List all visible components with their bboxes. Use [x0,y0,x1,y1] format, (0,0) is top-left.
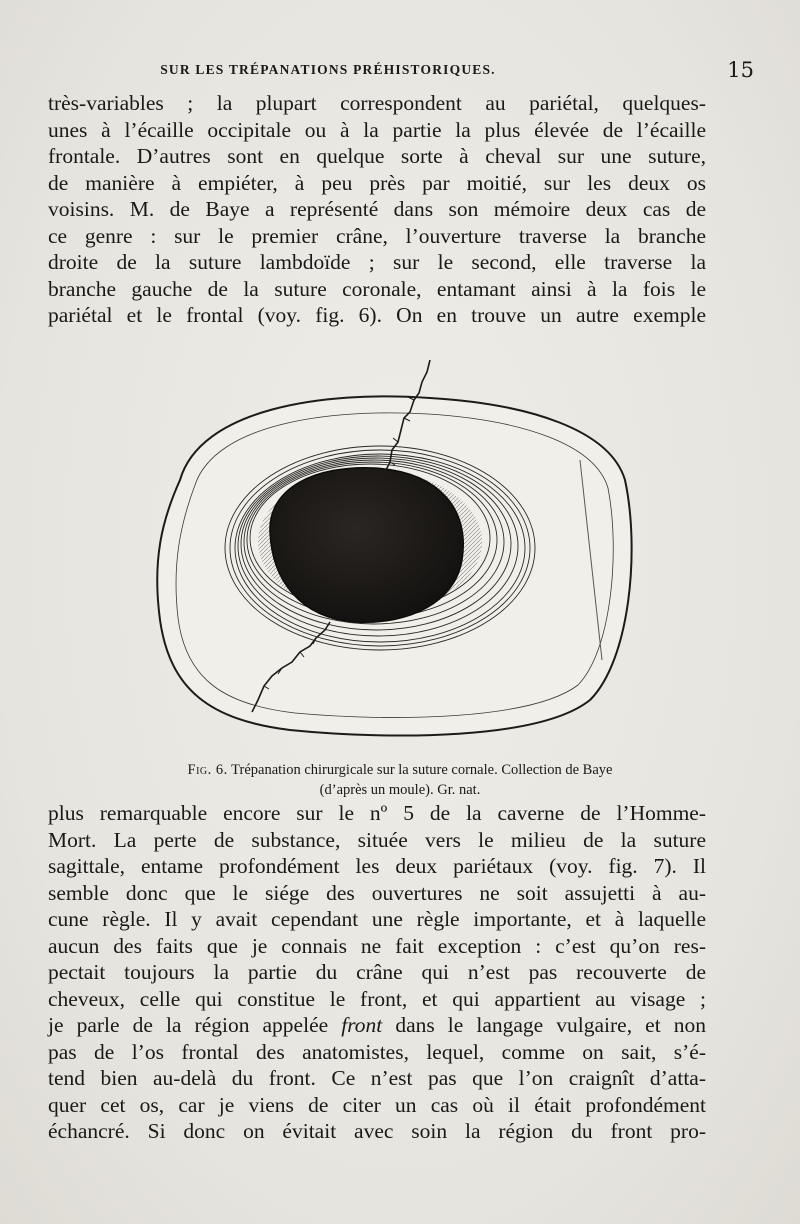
figure-caption [80,760,720,800]
text-line: tend bien au-delà du front. Ce n’est pas que l’on craignît d’atta- [48,1066,706,1090]
text-line: voisins. M. de Baye a représenté dans son mémoire deux cas de [48,197,706,221]
text-line: droite de la suture lambdoïde ; sur le second, elle traverse la [48,250,706,274]
top-paragraph [48,90,706,329]
italic-word: front [341,1013,383,1037]
text-segment: je parle de la région appelée [48,1013,329,1037]
text-line: sagittale, entame profondément les deux pariétaux (voy. fig. 7). Il [48,854,706,878]
text-line: cheveux, celle qui constitue le front, et qui appartient au visage ; [48,986,706,1011]
text-line: semble donc que le siége des ouvertures ne soit assujetti à au- [48,880,706,905]
text-line: échancré. Si donc on évitait avec soin la région du front pro- [48,1119,706,1143]
caption-text: Trépanation chirurgicale sur la suture cornale. Collection de Baye [231,762,613,778]
trepanation-engraving [140,360,640,740]
text-line: branche gauche de la suture coronale, entamant ainsi à la fois le [48,276,706,301]
caption-line-1 [80,760,720,780]
caption-line-2: (d’après un moule). Gr. nat. [319,782,481,798]
text-line: pariétal et le frontal (voy. fig. 6). On en trouve un autre exemple [48,303,706,327]
text-line: pectait toujours la partie du crâne qui n’est pas recouverte de [48,960,706,984]
text-line: frontale. D’autres sont en quelque sorte à cheval sur une suture, [48,144,706,168]
text-line: unes à l’écaille occipitale ou à la partie la plus élevée de l’écaille [48,117,706,142]
text-line-with-italic [48,1012,706,1039]
text-segment: dans le langage vulgaire, et non [395,1013,706,1037]
bottom-paragraph [48,800,706,1145]
page-header [48,58,754,82]
text-line: quer cet os, car je viens de citer un cas où il était profondément [48,1092,706,1117]
text-line: très-variables ; la plupart correspondent au pariétal, quelques- [48,91,706,115]
text-line: ce genre : sur le premier crâne, l’ouverture traverse la branche [48,223,706,248]
skull-trepanation-figure [140,360,640,740]
running-head: SUR LES TRÉPANATIONS PRÉHISTORIQUES. [160,62,496,77]
text-line: cune règle. Il y avait cependant une règle importante, et à laquelle [48,907,706,931]
text-line: plus remarquable encore sur le nº 5 de la caverne de l’Homme- [48,801,706,825]
page-number: 15 [727,58,754,82]
text-line: pas de l’os frontal des anatomistes, lequel, comme on sait, s’é- [48,1039,706,1064]
figure-label: Fig. 6. [187,762,228,778]
text-line: de manière à empiéter, à peu près par moitié, sur les deux os [48,170,706,195]
text-line: Mort. La perte de substance, située vers le milieu de la suture [48,827,706,852]
text-line: aucun des faits que je connais ne fait exception : c’est qu’on res- [48,933,706,958]
